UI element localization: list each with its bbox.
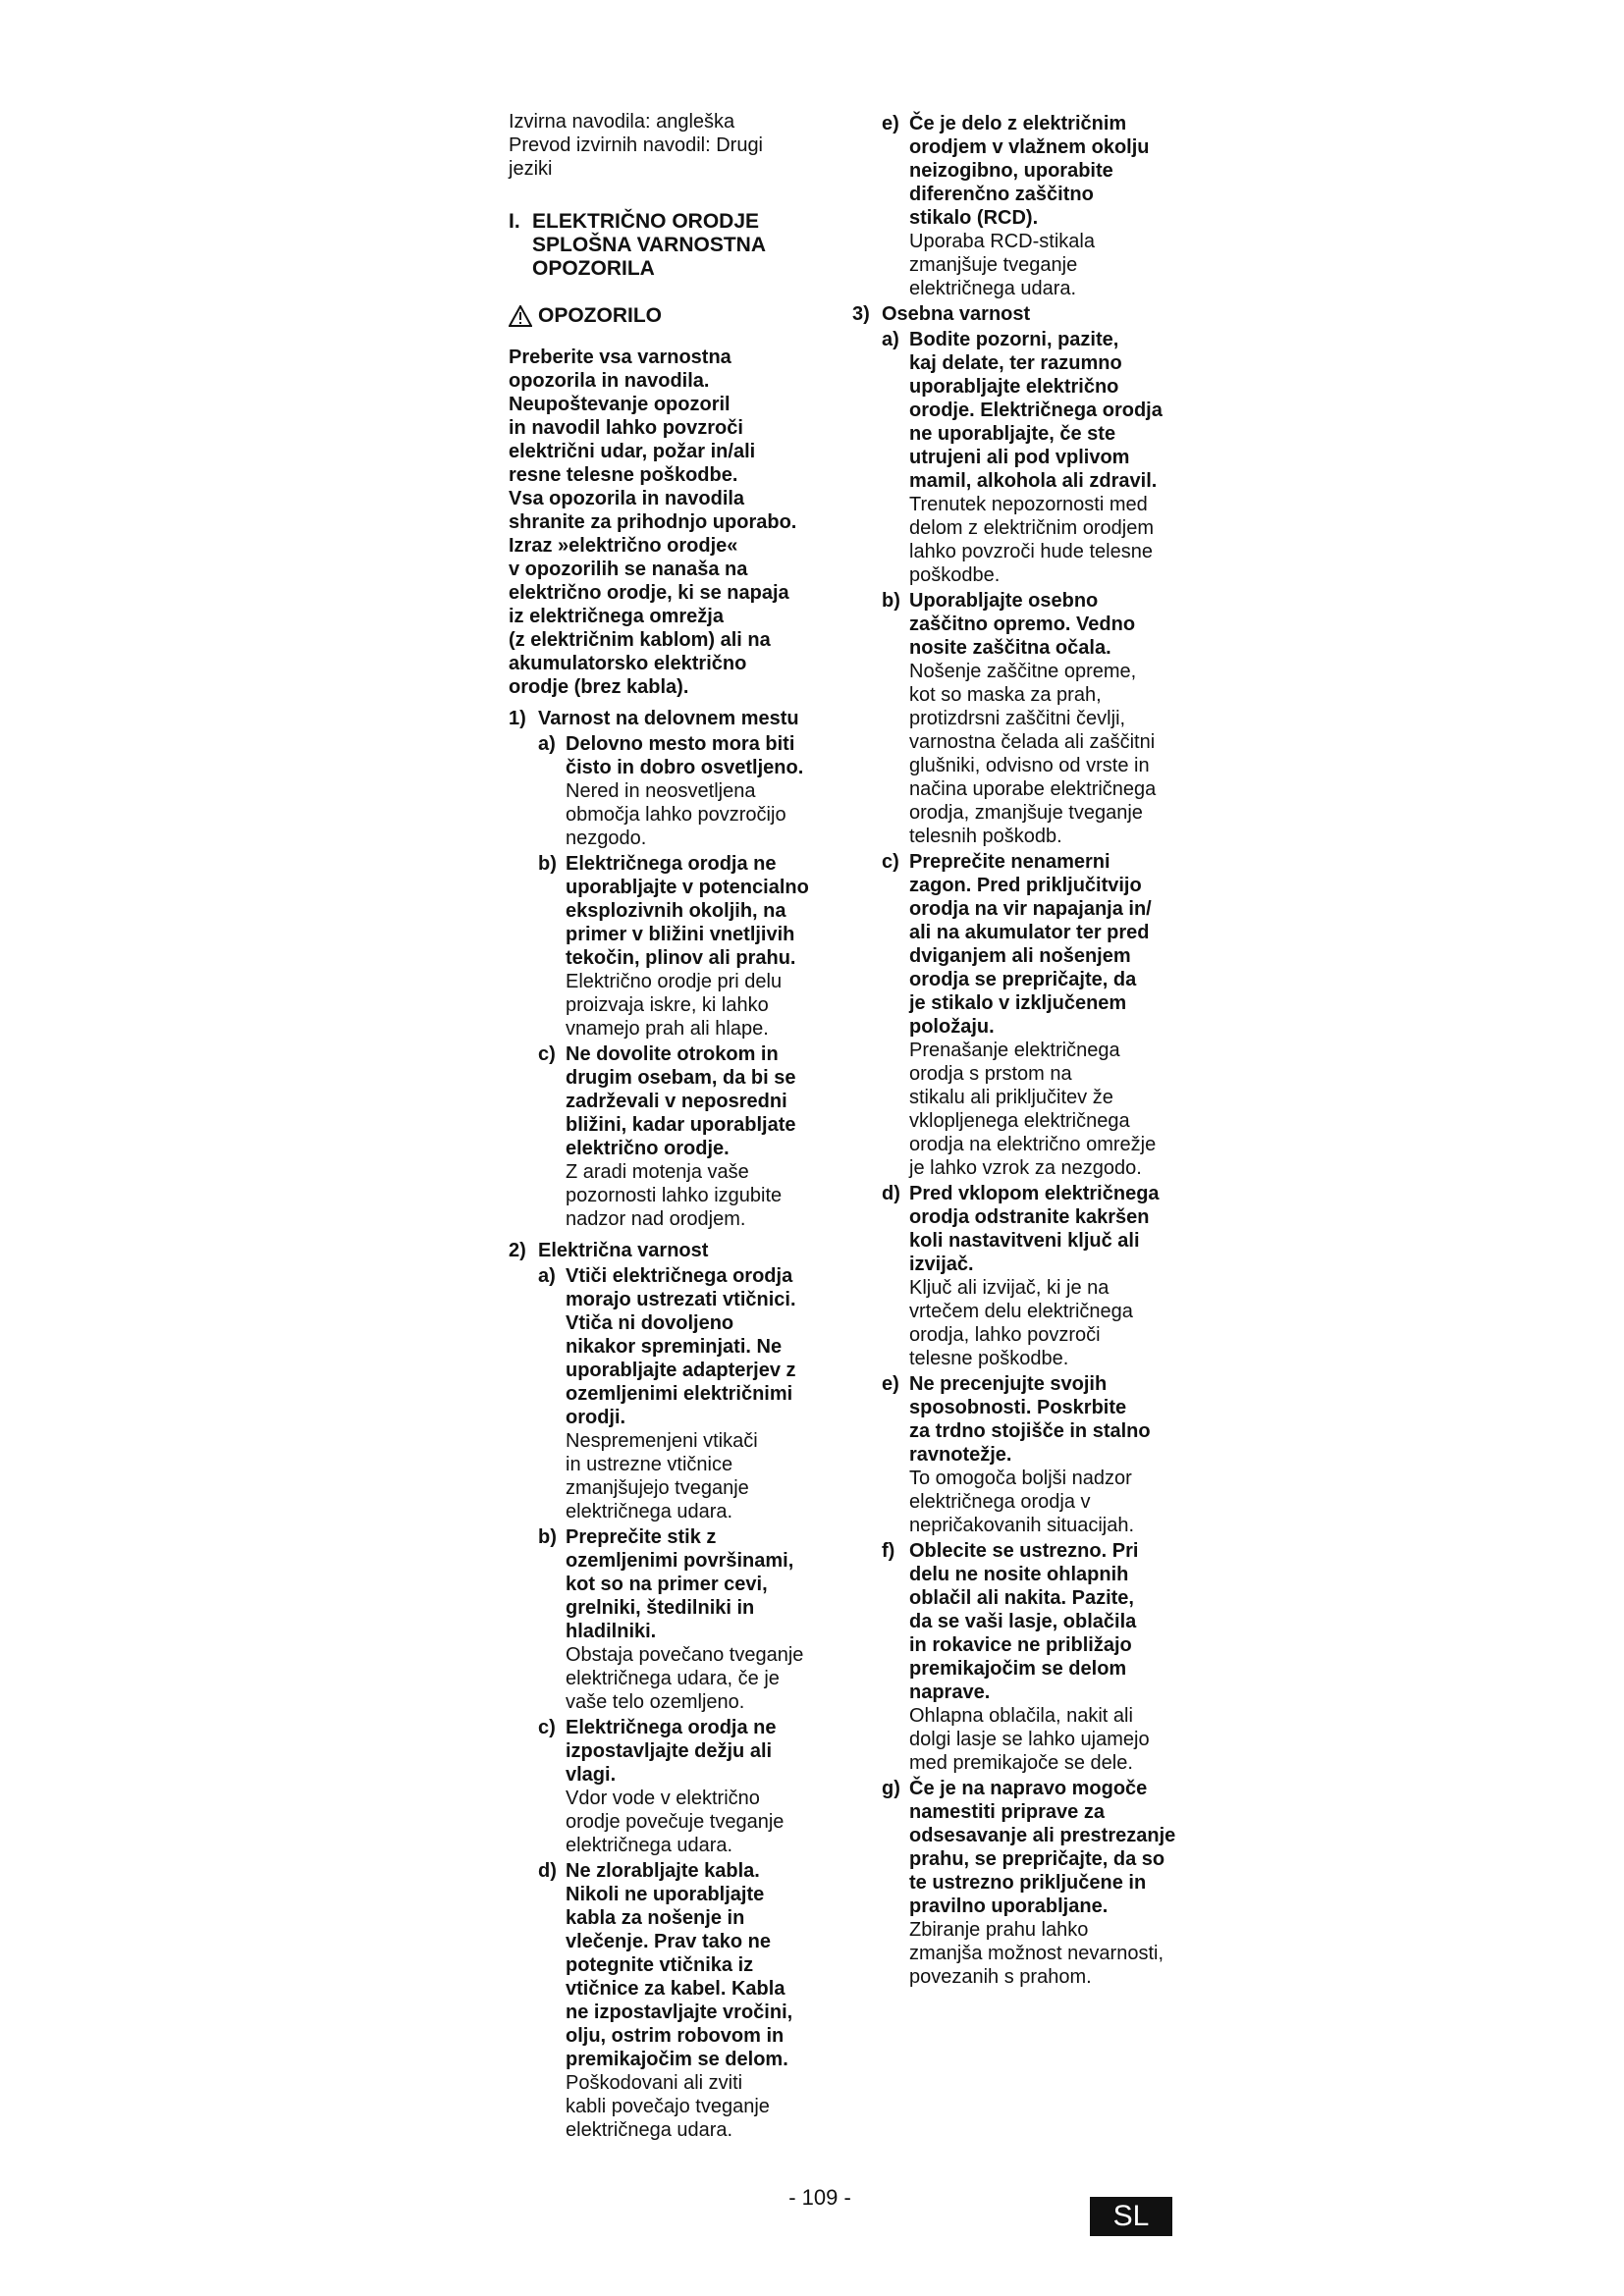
item-text: Obstaja povečano tveganje električnega udara, če je vaše telo ozemljeno.: [566, 1644, 804, 1713]
list-item: [882, 112, 1176, 300]
item-bold: Če je na napravo mogoče namestiti priprave za odsesavanje ali prestrezanje prahu, se prepričajte, da so te ustrezno priključene in pravilno uporabljane.: [909, 1778, 1176, 1917]
item-text: Nespremenjeni vtikači in ustrezne vtičnice zmanjšujejo tveganje električnega udara.: [566, 1430, 758, 1522]
item-marker: a): [538, 1265, 556, 1287]
section-marker: 1): [509, 708, 526, 729]
list-item: [882, 328, 1176, 587]
list-item: [538, 1264, 823, 1523]
item-text: Ohlapna oblačila, nakit ali dolgi lasje se lahko ujamejo med premikajoče se dele.: [909, 1705, 1150, 1774]
list-item: [882, 1539, 1176, 1775]
item-marker: b): [882, 590, 900, 612]
section-marker: 3): [852, 303, 870, 325]
item-marker: c): [538, 1043, 556, 1065]
item-bold: Ne precenjujte svojih sposobnosti. Poskrbite za trdno stojišče in stalno ravnotežje.: [909, 1373, 1151, 1466]
item-bold: Ne zlorabljajte kabla. Nikoli ne uporabljajte kabla za nošenje in vlečenje. Prav tako ne potegnite vtičnika iz vtičnice za kabel. Kabla ne izpostavljajte vročini, olju, ostrim robovom in premikajočim se delom.: [566, 1860, 793, 2070]
item-text: Z aradi motenja vaše pozornosti lahko izgubite nadzor nad orodjem.: [566, 1161, 783, 1230]
item-text: Nered in neosvetljena območja lahko povzročijo nezgodo.: [566, 780, 786, 849]
section-title: Električna varnost: [538, 1240, 709, 1261]
item-bold: Električnega orodja ne izpostavljajte dežju ali vlagi.: [566, 1717, 777, 1786]
list-item: [538, 1525, 823, 1714]
item-bold: Vtiči električnega orodja morajo ustrezati vtičnici. Vtiča ni dovoljeno nikakor spreminjati. Ne uporabljajte adapterjev z ozemljenimi električnimi orodji.: [566, 1265, 796, 1428]
item-text: Trenutek nepozornosti med delom z električnim orodjem lahko povzroči hude telesne poškodbe.: [909, 494, 1154, 586]
right-column: [852, 110, 1176, 1989]
intro-text: Izvirna navodila: angleška Prevod izvirnih navodil: Drugi jeziki: [509, 111, 764, 180]
section-title: Varnost na delovnem mestu: [538, 708, 799, 729]
item-bold: Bodite pozorni, pazite, kaj delate, ter razumno uporabljajte električno orodje. Električnega orodja ne uporabljajte, če ste utrujeni ali pod vplivom mamil, alkohola ali zdravil.: [909, 329, 1163, 492]
item-marker: b): [538, 1526, 557, 1548]
item-bold: Preprečite nenamerni zagon. Pred priključitvijo orodja na vir napajanja in/ ali na akumulator ter pred dviganjem ali nošenjem orodja se prepričajte, da je stikalo v izključenem položaju.: [909, 851, 1152, 1038]
section-2-title: [509, 1239, 823, 1262]
warning-body: Preberite vsa varnostna opozorila in navodila. Neupoštevanje opozoril in navodil lahko povzroči električni udar, požar in/ali resne telesne poškodbe. Vsa opozorila in navodila shranite za prihodnjo uporabo. Izraz »električno orodje« v opozorilih se nanaša na električno orodje, ki se napaja iz električnega omrežja (z električnim kablom) ali na akumulatorsko električno orodje (brez kabla).: [509, 347, 797, 698]
heading-number: I.: [509, 210, 520, 233]
section-3-title: [852, 302, 1176, 326]
section-1-title: [509, 707, 823, 730]
section-title: Osebna varnost: [882, 303, 1031, 325]
item-bold: Preprečite stik z ozemljenimi površinami, kot so na primer cevi, grelniki, štedilniki in hladilniki.: [566, 1526, 794, 1642]
item-marker: g): [882, 1778, 900, 1799]
item-text: Ključ ali izvijač, ki je na vrtečem delu električnega orodja, lahko povzroči telesne poškodbe.: [909, 1277, 1133, 1369]
item-bold: Električnega orodja ne uporabljajte v potencialno eksplozivnih okoljih, na primer v bližini vnetljivih tekočin, plinov ali prahu.: [566, 853, 809, 969]
item-text: To omogoča boljši nadzor električnega orodja v nepričakovanih situacijah.: [909, 1468, 1135, 1536]
list-item: [882, 589, 1176, 848]
list-item: [882, 1777, 1176, 1989]
item-text: Električno orodje pri delu proizvaja iskre, ki lahko vnamejo prah ali hlape.: [566, 971, 783, 1040]
section-heading: [509, 210, 823, 281]
warning-triangle-icon: [509, 305, 532, 327]
language-badge: SL: [1090, 2197, 1172, 2236]
list-item: [538, 1042, 823, 1231]
left-column: [509, 110, 823, 2142]
item-bold: Če je delo z električnim orodjem v vlažnem okolju neizogibno, uporabite diferenčno zaščitno stikalo (RCD).: [909, 113, 1150, 229]
item-text: Uporaba RCD-stikala zmanjšuje tveganje električnega udara.: [909, 231, 1095, 299]
section-marker: 2): [509, 1240, 526, 1261]
item-text: Nošenje zaščitne opreme, kot so maska za prah, protizdrsni zaščitni čevlji, varnostna čelada ali zaščitni glušniki, odvisno od vrste in načina uporabe električnega orodja, zmanjšuje tveganje telesnih poškodb.: [909, 661, 1157, 847]
item-marker: f): [882, 1540, 895, 1562]
item-marker: d): [538, 1860, 557, 1882]
item-marker: c): [882, 851, 899, 873]
list-item: [882, 850, 1176, 1180]
item-marker: d): [882, 1183, 900, 1204]
item-bold: Oblecite se ustrezno. Pri delu ne nosite ohlapnih oblačil ali nakita. Pazite, da se vaši lasje, oblačila in rokavice ne približajo premikajočim se delom naprave.: [909, 1540, 1139, 1703]
list-item: [538, 1859, 823, 2142]
warning-title: [509, 304, 823, 328]
item-bold: Delovno mesto mora biti čisto in dobro osvetljeno.: [566, 733, 804, 778]
item-marker: b): [538, 853, 557, 875]
list-item: [538, 732, 823, 850]
item-marker: a): [538, 733, 556, 755]
item-marker: e): [882, 1373, 899, 1395]
list-item: [538, 852, 823, 1041]
heading-text: ELEKTRIČNO ORODJE SPLOŠNA VARNOSTNA OPOZORILA: [532, 210, 767, 280]
item-bold: Pred vklopom električnega orodja odstranite kakršen koli nastavitveni ključ ali izvijač.: [909, 1183, 1160, 1275]
list-item: [882, 1182, 1176, 1370]
item-marker: a): [882, 329, 899, 350]
item-text: Prenašanje električnega orodja s prstom na stikalu ali priključitev že vklopljenega električnega orodja na električno omrežje je lahko vzrok za nezgodo.: [909, 1040, 1157, 1179]
warning-label: OPOZORILO: [538, 304, 662, 327]
item-bold: Ne dovolite otrokom in drugim osebam, da bi se zadrževali v neposredni bližini, kadar uporabljate električno orodje.: [566, 1043, 796, 1159]
item-bold: Uporabljajte osebno zaščitno opremo. Vedno nosite zaščitna očala.: [909, 590, 1136, 659]
item-text: Vdor vode v električno orodje povečuje tveganje električnega udara.: [566, 1788, 785, 1856]
page-number: - 109 -: [788, 2185, 851, 2210]
item-text: Zbiranje prahu lahko zmanjša možnost nevarnosti, povezanih s prahom.: [909, 1919, 1164, 1988]
item-marker: c): [538, 1717, 556, 1738]
list-item: [538, 1716, 823, 1857]
item-text: Poškodovani ali zviti kabli povečajo tveganje električnega udara.: [566, 2072, 770, 2141]
item-marker: e): [882, 113, 899, 134]
list-item: [882, 1372, 1176, 1537]
